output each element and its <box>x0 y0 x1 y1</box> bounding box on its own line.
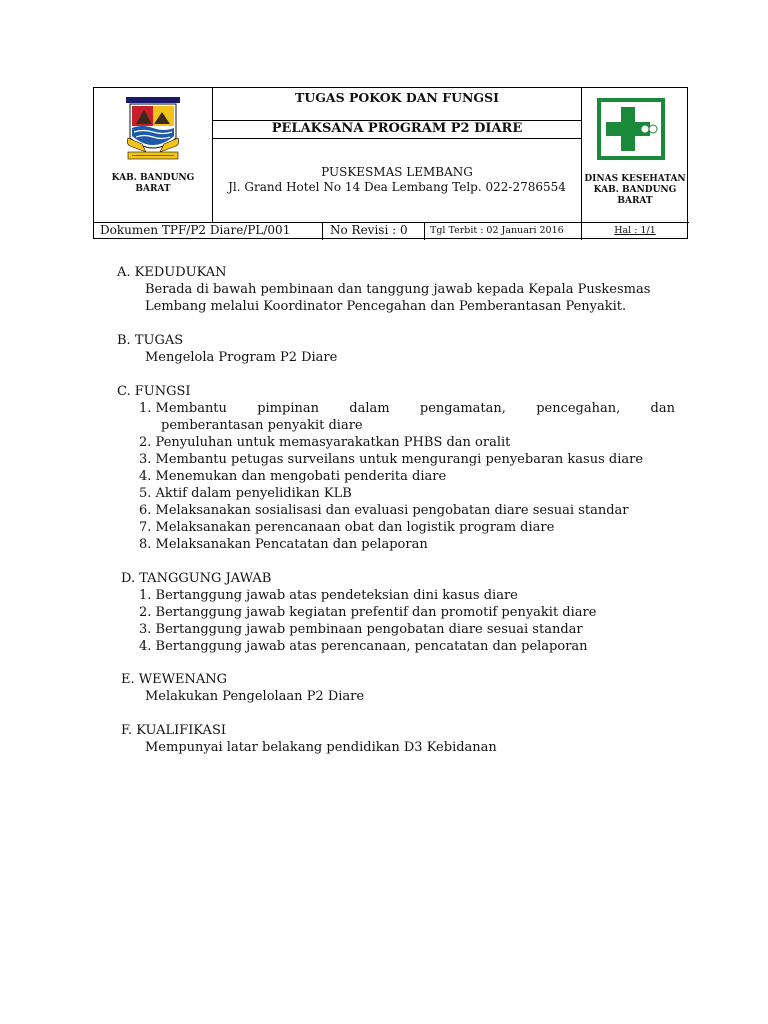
puskesmas-name: PUSKESMAS LEMBANG <box>321 165 473 179</box>
section-b-text: Mengelola Program P2 Diare <box>145 350 338 365</box>
left-org-label: KAB. BANDUNG BARAT <box>111 173 195 194</box>
list-item: 2. Bertanggung jawab kegiatan prefentif dan promotif penyakit diare <box>139 605 597 620</box>
list-item: pemberantasan penyakit diare <box>161 418 363 433</box>
issue-date: Tgl Terbit : 02 Januari 2016 <box>430 225 564 236</box>
list-item <box>139 400 675 417</box>
document-subtitle: PELAKSANA PROGRAM P2 DIARE <box>271 121 523 136</box>
word: 1. Membantu <box>139 401 227 416</box>
document-header-table <box>93 87 688 239</box>
section-f-text: Mempunyai latar belakang pendidikan D3 Kebidanan <box>145 740 497 755</box>
word: pimpinan <box>257 401 319 416</box>
section-e-text: Melakukan Pengelolaan P2 Diare <box>145 689 365 704</box>
list-item: 4. Bertanggung jawab atas perencanaan, pencatatan dan pelaporan <box>139 639 588 654</box>
list-item: 4. Menemukan dan mengobati penderita diare <box>139 469 447 484</box>
revision-number: No Revisi : 0 <box>330 223 408 237</box>
list-item: 2. Penyuluhan untuk memasyarakatkan PHBS dan oralit <box>139 435 511 450</box>
divider <box>424 222 425 240</box>
word: dan <box>650 401 675 416</box>
document-title: TUGAS POKOK DAN FUNGSI <box>295 90 499 105</box>
right-org-label: DINAS KESEHATAN KAB. BANDUNG BARAT <box>584 174 686 206</box>
section-f-heading: F. KUALIFIKASI <box>121 723 226 738</box>
list-item: 7. Melaksanakan perencanaan obat dan logistik program diare <box>139 520 555 535</box>
list-item: 8. Melaksanakan Pencatatan dan pelaporan <box>139 537 428 552</box>
word: dalam <box>349 401 390 416</box>
section-a-text: Lembang melalui Koordinator Pencegahan dan Pemberantasan Penyakit. <box>145 299 627 314</box>
word: pencegahan, <box>536 401 621 416</box>
section-c-heading: C. FUNGSI <box>117 384 191 399</box>
section-d-heading: D. TANGGUNG JAWAB <box>121 571 272 586</box>
kbb-crest-logo <box>122 96 184 168</box>
list-item: 5. Aktif dalam penyelidikan KLB <box>139 486 352 501</box>
section-a-heading: A. KEDUDUKAN <box>117 265 227 280</box>
section-e-heading: E. WEWENANG <box>121 672 227 687</box>
list-item: 1. Bertanggung jawab atas pendeteksian dini kasus diare <box>139 588 518 603</box>
divider <box>322 222 323 240</box>
section-a-text: Berada di bawah pembinaan dan tanggung jawab kepada Kepala Puskesmas <box>145 282 651 297</box>
puskesmas-address: Jl. Grand Hotel No 14 Dea Lembang Telp. 022-2786554 <box>228 180 566 194</box>
list-item: 6. Melaksanakan sosialisasi dan evaluasi pengobatan diare sesuai standar <box>139 503 629 518</box>
word: pengamatan, <box>419 401 506 416</box>
health-cross-logo <box>597 98 665 160</box>
page-number: Hal : 1/1 <box>614 225 656 236</box>
list-item: 3. Bertanggung jawab pembinaan pengobatan diare sesuai standar <box>139 622 583 637</box>
section-b-heading: B. TUGAS <box>117 333 184 348</box>
divider <box>212 88 213 222</box>
document-number: Dokumen TPF/P2 Diare/PL/001 <box>100 223 291 237</box>
divider <box>212 138 582 139</box>
list-item: 3. Membantu petugas surveilans untuk mengurangi penyebaran kasus diare <box>139 452 644 467</box>
